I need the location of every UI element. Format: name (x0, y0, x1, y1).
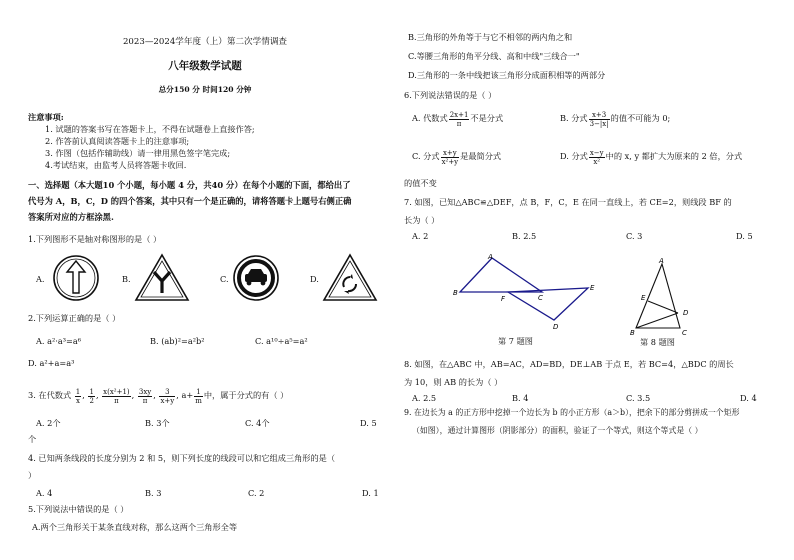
q7-figure-caption: 第 7 题图 (498, 336, 533, 346)
q1-option-c-label: C. (220, 274, 229, 284)
q3-option-d-cont: 个 (28, 434, 37, 444)
q7-stem-line1: 7. 如图，已知△ABC≌△DEF，点 B，F，C，E 在同一直线上，若 CE=2，则线段 BF 的 (404, 197, 732, 207)
up-arrow-sign-icon (52, 254, 100, 302)
q8-option-c: C. 3.5 (626, 393, 651, 403)
q7-point-d: D (553, 323, 559, 331)
q3-fraction-4: $\frac{3xy}{\pi}$ (138, 387, 152, 405)
q6-stem: 6.下列说法错误的是（ ） (404, 90, 497, 100)
q8-option-d: D. 4 (740, 393, 757, 403)
q6-option-d: D. 分式 $\frac{x-y}{\text{x²}}$ 中的 x, y 都扩大为原来的 2 倍，分式 (560, 148, 743, 166)
q3-option-d: D. 5 (360, 418, 377, 428)
q5-option-b: B.三角形的外角等于与它不相邻的两内角之和 (408, 32, 573, 42)
q8-stem-line2: 为 10，则 AB 的长为（ ） (404, 377, 503, 387)
q8-option-b: B. 4 (512, 393, 529, 403)
q7-option-d: D. 5 (736, 231, 753, 241)
q7-option-a: A. 2 (412, 231, 429, 241)
q3-prefix: 3. 在代数式 (28, 390, 72, 400)
q6-option-c: C. 分式 $\frac{x+y}{\text{x²+y}}$ 是最简分式 (412, 148, 502, 166)
notes-item-1: 1. 试题的答案书写在答题卡上，不得在试题卷上直接作答; (45, 124, 255, 134)
q2-option-c: C. a¹⁰÷a⁵=a² (255, 336, 308, 346)
notes-item-3: 3. 作图（包括作辅助线）请一律用黑色签字笔完成; (45, 148, 231, 158)
exam-title: 2023—2024学年度（上）第二次学情调查 (122, 37, 288, 47)
notes-item-2: 2. 作答前认真阅读答题卡上的注意事项; (45, 136, 190, 146)
q3-suffix: 中，属于分式的有（ ） (203, 390, 289, 400)
q4-option-d: D. 1 (362, 488, 379, 498)
q7-option-b: B. 2.5 (512, 231, 537, 241)
q3-fraction-3: $\frac{\text{x(x²+1)}}{\pi}$ (103, 387, 130, 405)
notes-item-4: 4.考试结束，由监考人员将答题卡收回. (45, 160, 187, 170)
q8-stem-line1: 8. 如图，在△ABC 中，AB=AC，AD=BD，DE⊥AB 于点 E，若 BC=4，△BDC 的周长 (404, 359, 734, 369)
q3-stem: 3. 在代数式 $\frac{1}{x}$ , $\frac{1}{2}$ , $\frac{\text{x(x²+1)}}{\pi}$ , $\frac{3xy}{\pi}$ , $\frac{3}{x+y}$ , a+ $\frac{1}{m}$ 中，属于分式的有（ ） (28, 387, 289, 405)
q2-option-b: B. (ab)²=a²b² (150, 336, 205, 346)
q7-point-e: E (590, 284, 595, 292)
q4-stem: 4. 已知两条线段的长度分别为 2 和 5，则下列长度的线段可以和它组成三角形的是（ (28, 453, 336, 463)
q8-option-a: A. 2.5 (412, 393, 437, 403)
q7-option-c: C. 3 (626, 231, 643, 241)
q4-option-b: B. 3 (145, 488, 162, 498)
q1-option-a-label: A. (36, 274, 45, 284)
q8-point-a: A (659, 258, 664, 265)
q3-fraction-5: $\frac{3}{x+y}$ (160, 387, 175, 405)
q6-option-d-cont: 的值不变 (404, 178, 437, 188)
q6-option-b: B. 分式 $\frac{x+3}{3-|x|}$ 的值不可能为 0; (560, 110, 671, 128)
q5-option-d: D.三角形的一条中线把该三角形分成面积相等的两部分 (408, 70, 606, 80)
q3-fraction-6: $\frac{1}{m}$ (195, 387, 202, 405)
q1-option-b-label: B. (122, 274, 131, 284)
q8-point-b: B (630, 329, 635, 336)
subject-title: 八年级数学试题 (168, 60, 242, 72)
q4-close: ） (28, 470, 37, 480)
q3-fraction-2: $\frac{1}{2}$ (89, 387, 94, 405)
q2-option-d: D. a²+a=a³ (28, 358, 75, 368)
q8-point-c: C (682, 329, 687, 336)
q7-point-f: F (501, 295, 506, 303)
q7-point-a: A (488, 253, 493, 261)
q6-option-a: A. 代数式 $\frac{2x+1}{\pi}$ 不是分式 (412, 110, 504, 128)
section1-line3: 答案所对应的方框涂黑. (28, 212, 114, 222)
score-time: 总分150 分 时间120 分钟 (158, 85, 252, 94)
no-motor-vehicle-sign-icon (232, 254, 280, 302)
q9-stem-line2: （如图），通过计算图形（阴影部分）的面积，验证了一个等式，则这个等式是（ ） (412, 426, 703, 435)
notes-heading: 注意事项: (28, 112, 64, 122)
q7-stem-line2: 长为（ ） (404, 215, 440, 225)
q3-option-c: C. 4个 (245, 418, 270, 428)
q7-point-b: B (453, 289, 458, 297)
q4-option-c: C. 2 (248, 488, 265, 498)
q8-figure (628, 258, 700, 336)
q2-stem: 2.下列运算正确的是（ ） (28, 313, 121, 323)
q3-option-b: B. 3个 (145, 418, 170, 428)
y-junction-warning-sign-icon (134, 253, 190, 303)
q1-option-d-label: D. (310, 274, 319, 284)
q7-point-c: C (538, 294, 543, 302)
q2-option-a: A. a²·a³=a⁶ (36, 336, 82, 346)
q8-figure-caption: 第 8 题图 (640, 337, 675, 347)
q3-mid: a+ (181, 390, 194, 400)
q9-stem-line1: 9. 在边长为 a 的正方形中挖掉一个边长为 b 的小正方形（a＞b），把余下的部分剪拼成一个矩形 (404, 408, 740, 417)
q5-stem: 5.下列说法中错误的是（ ） (28, 504, 129, 514)
q1-stem: 1.下列图形不是轴对称图形的是（ ） (28, 234, 162, 244)
q3-fraction-1: $\frac{1}{x}$ (75, 387, 81, 405)
q5-option-c: C.等腰三角形的角平分线、高和中线"三线合一" (408, 51, 580, 61)
q3-option-a: A. 2个 (36, 418, 61, 428)
q7-figure (450, 250, 610, 332)
section1-line1: 一、选择题（本大题10 个小题，每小题 4 分，共40 分）在每个小题的下面，都给出了 (28, 180, 351, 190)
roundabout-warning-sign-icon (322, 253, 378, 303)
q4-option-a: A. 4 (36, 488, 53, 498)
q8-point-d: D (683, 309, 689, 317)
section1-line2: 代号为 A，B，C，D 的四个答案，其中只有一个是正确的，请将答题卡上题号右侧正确 (28, 196, 352, 206)
q8-point-e: E (641, 294, 646, 302)
q5-option-a: A.两个三角形关于某条直线对称，那么这两个三角形全等 (32, 522, 238, 532)
